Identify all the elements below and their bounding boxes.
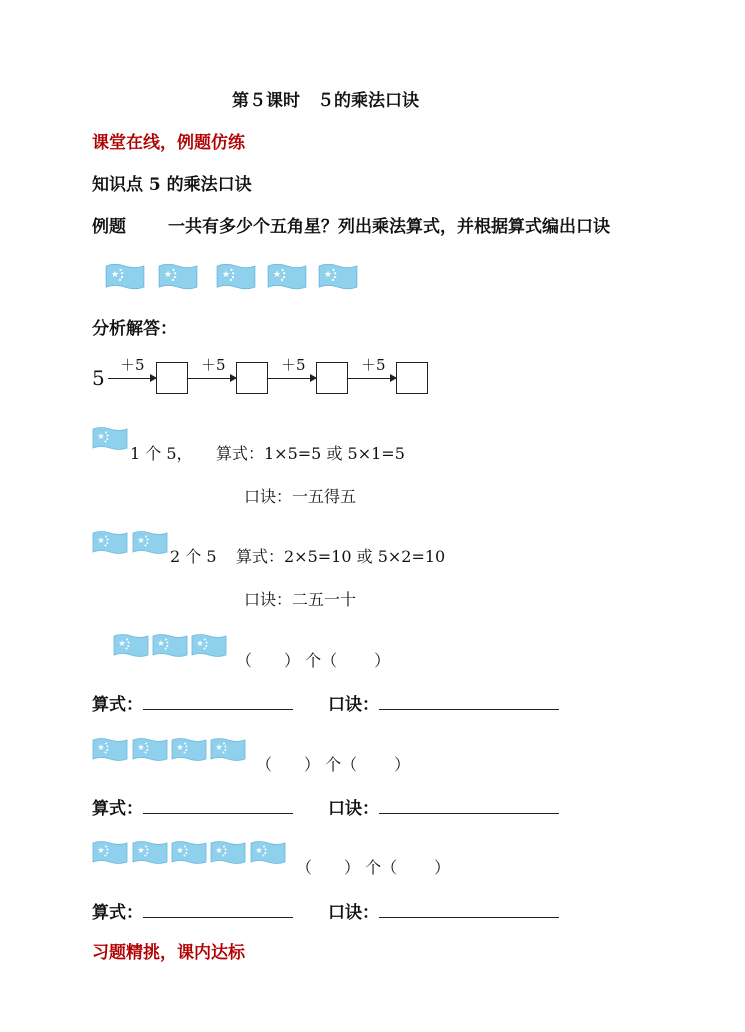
star-flag-icon <box>132 840 168 864</box>
answer-box-3[interactable] <box>316 362 348 394</box>
answer-box-4[interactable] <box>396 362 428 394</box>
formula-blank[interactable] <box>143 799 293 814</box>
star-flag-icon <box>92 530 128 554</box>
star-flag-icon <box>267 262 307 290</box>
analysis-label: 分析解答： <box>92 319 177 339</box>
answer-box-2[interactable] <box>236 362 268 394</box>
star-flag-icon <box>318 262 358 290</box>
plus-five-label: ＋5 <box>281 356 306 374</box>
rhyme-label: 口诀： <box>328 794 559 819</box>
example-question: 一共有多少个五角星？列出乘法算式，并根据算式编出口诀 <box>168 217 610 237</box>
star-flag-icon <box>171 737 207 761</box>
plus-five-label: ＋5 <box>361 356 386 374</box>
star-flag-icon <box>250 840 286 864</box>
answer-box-1[interactable] <box>156 362 188 394</box>
star-flag-icon <box>132 530 168 554</box>
fill-blank-count: （ ） 个（ ） <box>236 651 391 670</box>
star-flag-icon <box>158 262 198 290</box>
section-heading-exercises: 习题精挑，课内达标 <box>92 943 245 963</box>
rhyme-one-five: 口诀：一五得五 <box>244 487 357 506</box>
formula-label: 算式： <box>92 794 293 819</box>
formula-label: 算式： <box>92 898 293 923</box>
formula-blank[interactable] <box>143 695 293 710</box>
example-label: 例题 <box>92 217 126 237</box>
formula-label: 算式： <box>92 690 293 715</box>
star-flag-icon <box>92 426 128 450</box>
plus-five-label: ＋5 <box>201 356 226 374</box>
fill-blank-count: （ ） 个（ ） <box>256 755 411 774</box>
page-title: 第５课时 ５的乘法口诀 <box>232 91 419 111</box>
chain-start: 5 <box>92 366 105 390</box>
rhyme-two-five: 口诀：二五一十 <box>244 590 357 609</box>
arrow-icon <box>348 378 396 379</box>
rhyme-blank[interactable] <box>379 695 559 710</box>
star-flag-icon <box>92 737 128 761</box>
star-flag-icon <box>210 737 246 761</box>
star-flag-icon <box>191 633 227 657</box>
formula-two-five: 算式：2×5=10 或 5×2=10 <box>236 547 446 566</box>
rhyme-label: 口诀： <box>328 690 559 715</box>
arrow-icon <box>108 378 156 379</box>
star-flag-icon <box>210 840 246 864</box>
arrow-icon <box>268 378 316 379</box>
star-flag-icon <box>105 262 145 290</box>
count-two-five: 2 个 5 <box>170 547 217 566</box>
arrow-icon <box>188 378 236 379</box>
star-flag-icon <box>152 633 188 657</box>
count-one-five: 1 个 5， <box>130 444 193 463</box>
star-flag-icon <box>132 737 168 761</box>
star-flag-icon <box>113 633 149 657</box>
rhyme-blank[interactable] <box>379 903 559 918</box>
star-flag-icon <box>216 262 256 290</box>
star-flag-icon <box>171 840 207 864</box>
rhyme-blank[interactable] <box>379 799 559 814</box>
plus-five-label: ＋5 <box>120 356 145 374</box>
formula-blank[interactable] <box>143 903 293 918</box>
formula-one-five: 算式：1×5=5 或 5×1=5 <box>216 444 405 463</box>
section-heading-practice: 课堂在线，例题仿练 <box>92 133 245 153</box>
knowledge-point: 知识点 5 的乘法口诀 <box>92 175 252 195</box>
star-flag-icon <box>92 840 128 864</box>
rhyme-label: 口诀： <box>328 898 559 923</box>
fill-blank-count: （ ） 个（ ） <box>296 858 451 877</box>
